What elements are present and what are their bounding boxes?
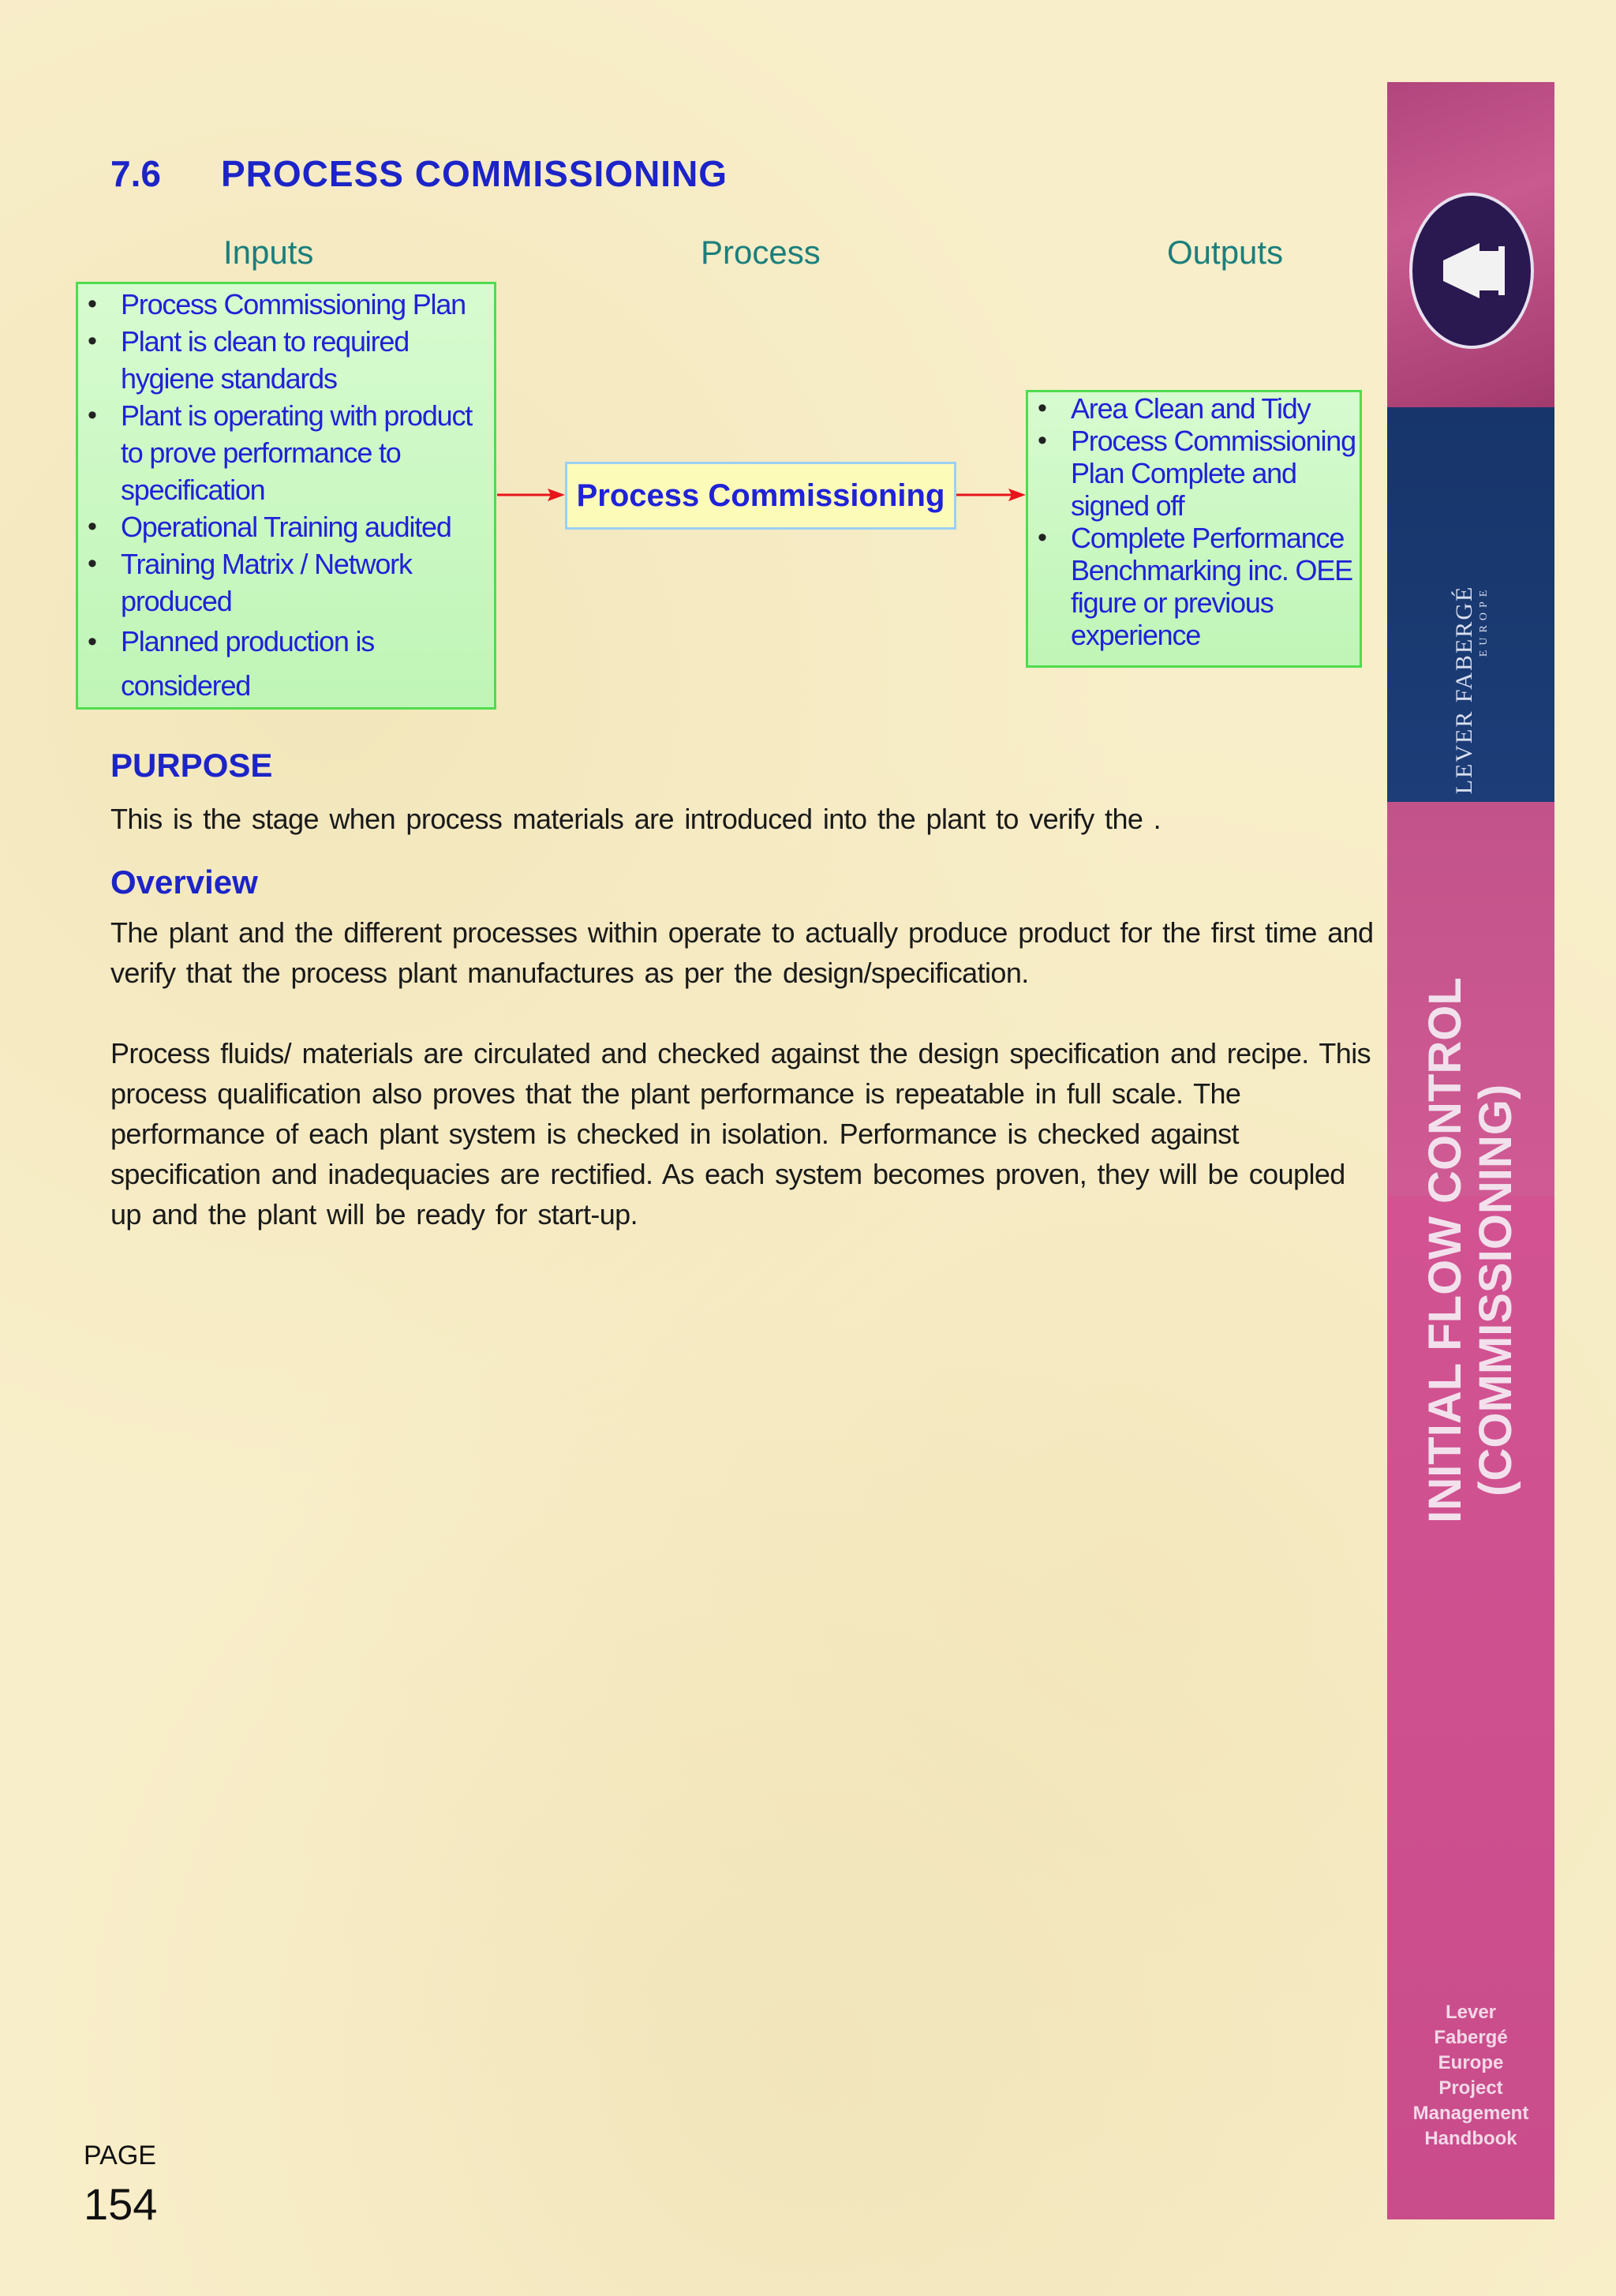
footer-line: Europe: [1438, 2052, 1504, 2073]
arrow-to-process-icon: [496, 483, 567, 507]
company-wordmark: [1451, 586, 1491, 795]
footer-line: Project: [1438, 2077, 1503, 2099]
inputs-list: [81, 286, 491, 708]
handbook-footer: [1387, 2000, 1554, 2152]
chapter-title-line1: INITIAL FLOW CONTROL: [1420, 977, 1471, 1523]
input-item: • Plant is clean to required hygiene standards: [81, 323, 491, 397]
input-item: • Planned production is considered: [81, 620, 491, 708]
outputs-heading: Outputs: [1167, 234, 1284, 271]
footer-line: Management: [1412, 2103, 1529, 2124]
chapter-title: [1420, 977, 1521, 1523]
process-step-box: Process Commissioning: [565, 462, 956, 530]
page-number: 154: [84, 2179, 158, 2229]
purpose-text: This is the stage when process materials are introduced into the plant to verify the .: [110, 803, 1162, 835]
section-number: 7.6: [110, 153, 161, 194]
input-item: • Process Commissioning Plan: [81, 286, 491, 323]
purpose-heading: PURPOSE: [110, 747, 273, 784]
overview-paragraph: The plant and the different processes within operate to actually produce product for the first time and verify that the process plant manufactures as per the design/specification.: [110, 916, 1374, 989]
chapter-title-line2: (COMMISSIONING): [1470, 1084, 1521, 1496]
company-region: EUROPE: [1478, 585, 1490, 657]
arrow-to-outputs-icon: [955, 483, 1027, 507]
inputs-heading: Inputs: [223, 234, 314, 271]
overview-body: [110, 912, 1375, 1275]
footer-line: Lever: [1445, 2002, 1497, 2023]
input-item: • Plant is operating with product to prove performance to specification: [81, 397, 491, 508]
overview-heading: Overview: [110, 863, 258, 901]
output-item: • Complete Performance Benchmarking inc. OEE figure or previous experience: [1031, 522, 1356, 651]
input-item: • Operational Training audited: [81, 508, 491, 545]
megaphone-logo-icon: [1409, 193, 1534, 349]
footer-line: Handbook: [1424, 2128, 1517, 2149]
outputs-list: [1031, 392, 1356, 651]
section-title: PROCESS COMMISSIONING: [221, 153, 728, 194]
input-item: • Training Matrix / Network produced: [81, 545, 491, 620]
output-item: • Process Commissioning Plan Complete and signed off: [1031, 425, 1356, 522]
side-band: [1387, 82, 1554, 2219]
footer-line: Fabergé: [1434, 2027, 1508, 2048]
overview-paragraph: Process fluids/ materials are circulated and checked against the design specification and recipe. This process qualification also proves that the plant performance is repeatable in full scale. The performance of each plant system is checked in isolation. Performance is checked against specification and inadequacies are rectified. As each system becomes proven, they will be coupled up and the plant will be ready for start-up.: [110, 1037, 1371, 1230]
process-heading: Process: [701, 234, 821, 271]
company-name: LEVER FABERGÉ: [1451, 585, 1477, 795]
page-label: PAGE: [84, 2141, 156, 2171]
output-item: • Area Clean and Tidy: [1031, 392, 1356, 425]
inputs-box: [76, 282, 496, 710]
outputs-box: [1026, 390, 1362, 668]
